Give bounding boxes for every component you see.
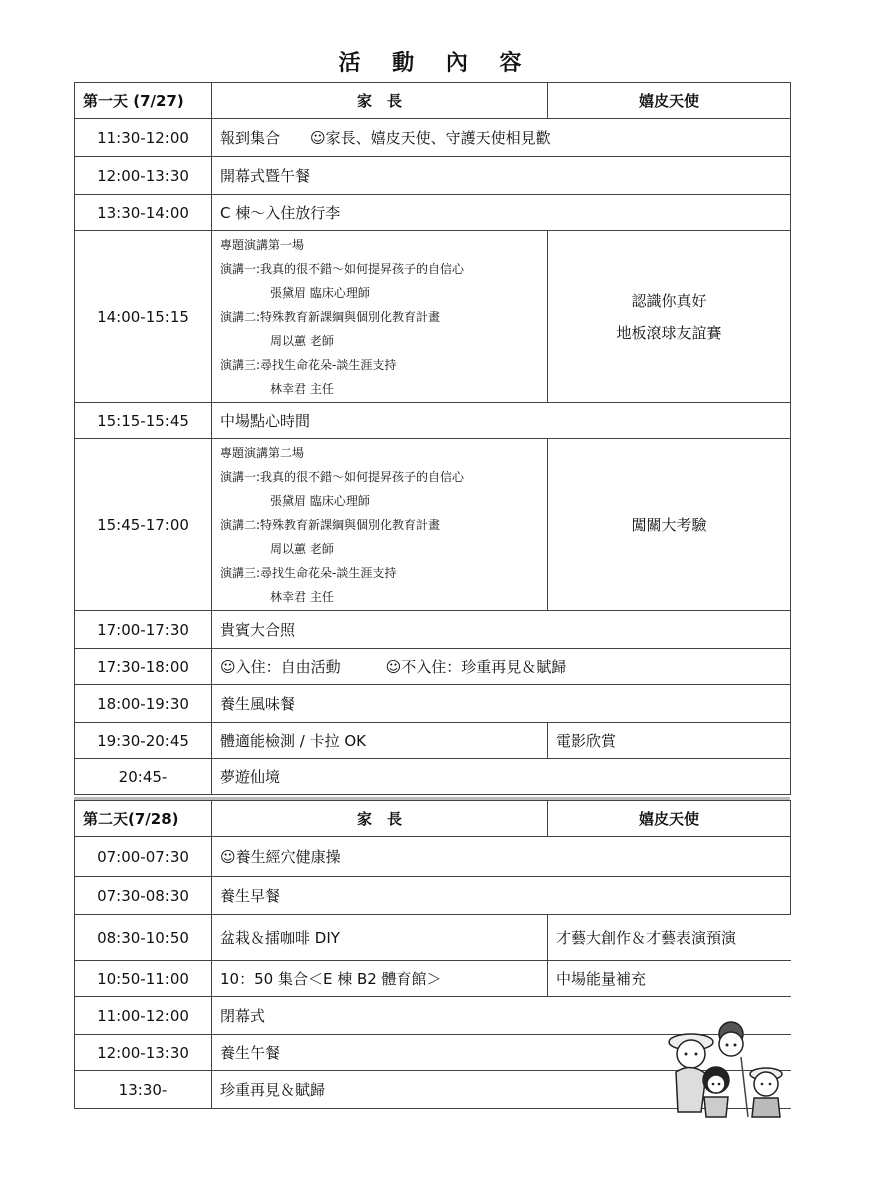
time-cell: 12:00-13:30	[75, 1035, 212, 1071]
lecture1-row	[75, 231, 791, 403]
activity-cell: 中場點心時間	[212, 403, 791, 439]
lecture-line: 演講一:我真的很不錯～如何提昇孩子的自信心	[220, 261, 465, 276]
lecture1-details	[212, 231, 548, 403]
activity-cell: 報到集合 ☺家長、嬉皮天使、守護天使相見歡	[212, 119, 791, 157]
kids-activity: 地板滾球友誼賽	[616, 323, 722, 342]
activity-cell: 夢遊仙境	[212, 759, 791, 795]
activity-cell: 養生風味餐	[212, 685, 791, 723]
day2-label: 第二天(7/28)	[75, 801, 212, 837]
activity-cell: C 棟～入住放行李	[212, 195, 791, 231]
lecture-line: 演講三:尋找生命花朵-談生涯支持	[220, 357, 397, 372]
parents-column-header: 家 長	[212, 83, 548, 119]
speaker-line: 周以蕙 老師	[270, 541, 334, 556]
time-cell: 15:45-17:00	[75, 439, 212, 611]
lecture-line: 專題演講第二場	[220, 445, 305, 460]
time-cell: 15:15-15:45	[75, 403, 212, 439]
lecture-line: 專題演講第一場	[220, 237, 305, 252]
time-cell: 17:00-17:30	[75, 611, 212, 649]
activity-cell: ☺入住：自由活動 ☺不入住：珍重再見＆賦歸	[212, 649, 791, 685]
speaker-line: 林幸君 主任	[270, 381, 334, 396]
table-row	[75, 723, 791, 759]
time-cell: 13:30-14:00	[75, 195, 212, 231]
table-row	[75, 119, 791, 157]
table-row	[75, 759, 791, 795]
parents-activity-cell: 體適能檢測 / 卡拉 OK	[212, 723, 548, 759]
time-cell: 10:50-11:00	[75, 961, 212, 997]
activity-cell: 養生早餐	[212, 877, 791, 915]
activity-cell: 閉幕式	[212, 997, 791, 1035]
lecture-line: 演講二:特殊教育新課綱與個別化教育計畫	[220, 517, 441, 532]
kids-activity-cell: 闖關大考驗	[548, 439, 791, 611]
table-row	[75, 403, 791, 439]
kids-column-header: 嬉皮天使	[548, 83, 791, 119]
day1-label: 第一天 (7/27)	[75, 83, 212, 119]
table-row	[75, 611, 791, 649]
kids-column-header: 嬉皮天使	[548, 801, 791, 837]
day1-header-row	[75, 83, 791, 119]
table-row	[75, 685, 791, 723]
time-cell: 20:45-	[75, 759, 212, 795]
lecture2-row	[75, 439, 791, 611]
time-cell: 07:00-07:30	[75, 837, 212, 877]
kids-activity-cell: 才藝大創作＆才藝表演預演	[548, 915, 791, 961]
lecture-line: 演講一:我真的很不錯～如何提昇孩子的自信心	[220, 469, 465, 484]
table-row	[75, 961, 791, 997]
kids-activity-cell: 電影欣賞	[548, 723, 791, 759]
speaker-line: 張黛眉 臨床心理師	[270, 493, 370, 508]
table-row	[75, 877, 791, 915]
parents-activity-cell: 盆栽＆擂咖啡 DIY	[212, 915, 548, 961]
speaker-line: 張黛眉 臨床心理師	[270, 285, 370, 300]
activity-cell: 貴賓大合照	[212, 611, 791, 649]
table-row	[75, 837, 791, 877]
table-row	[75, 649, 791, 685]
time-cell: 17:30-18:00	[75, 649, 212, 685]
page-title: 活 動 內 容	[338, 51, 534, 76]
kids-activity-cell: 中場能量補充	[548, 961, 791, 997]
activity-cell: 開幕式暨午餐	[212, 157, 791, 195]
time-cell: 13:30-	[75, 1071, 212, 1109]
activity-cell: 養生午餐	[212, 1035, 791, 1071]
table-row	[75, 195, 791, 231]
time-cell: 07:30-08:30	[75, 877, 212, 915]
kids-activity: 認識你真好	[631, 291, 707, 310]
time-cell: 12:00-13:30	[75, 157, 212, 195]
activity-cell: ☺養生經穴健康操	[212, 837, 791, 877]
speaker-line: 林幸君 主任	[270, 589, 334, 604]
activity-cell: 珍重再見＆賦歸	[212, 1071, 791, 1109]
table-row	[75, 915, 791, 961]
lecture-line: 演講三:尋找生命花朵-談生涯支持	[220, 565, 397, 580]
time-cell: 19:30-20:45	[75, 723, 212, 759]
time-cell: 08:30-10:50	[75, 915, 212, 961]
children-illustration	[656, 1012, 806, 1122]
speaker-line: 周以蕙 老師	[270, 333, 334, 348]
day2-header-row	[75, 801, 791, 837]
time-cell: 18:00-19:30	[75, 685, 212, 723]
time-cell: 14:00-15:15	[75, 231, 212, 403]
parents-column-header: 家 長	[212, 801, 548, 837]
time-cell: 11:00-12:00	[75, 997, 212, 1035]
day1-schedule-table	[74, 82, 791, 795]
parents-activity-cell: 10：50 集合＜E 棟 B2 體育館＞	[212, 961, 548, 997]
lecture-line: 演講二:特殊教育新課綱與個別化教育計畫	[220, 309, 441, 324]
table-row	[75, 157, 791, 195]
kids-activity-cell	[548, 231, 791, 403]
lecture2-details	[212, 439, 548, 611]
time-cell: 11:30-12:00	[75, 119, 212, 157]
